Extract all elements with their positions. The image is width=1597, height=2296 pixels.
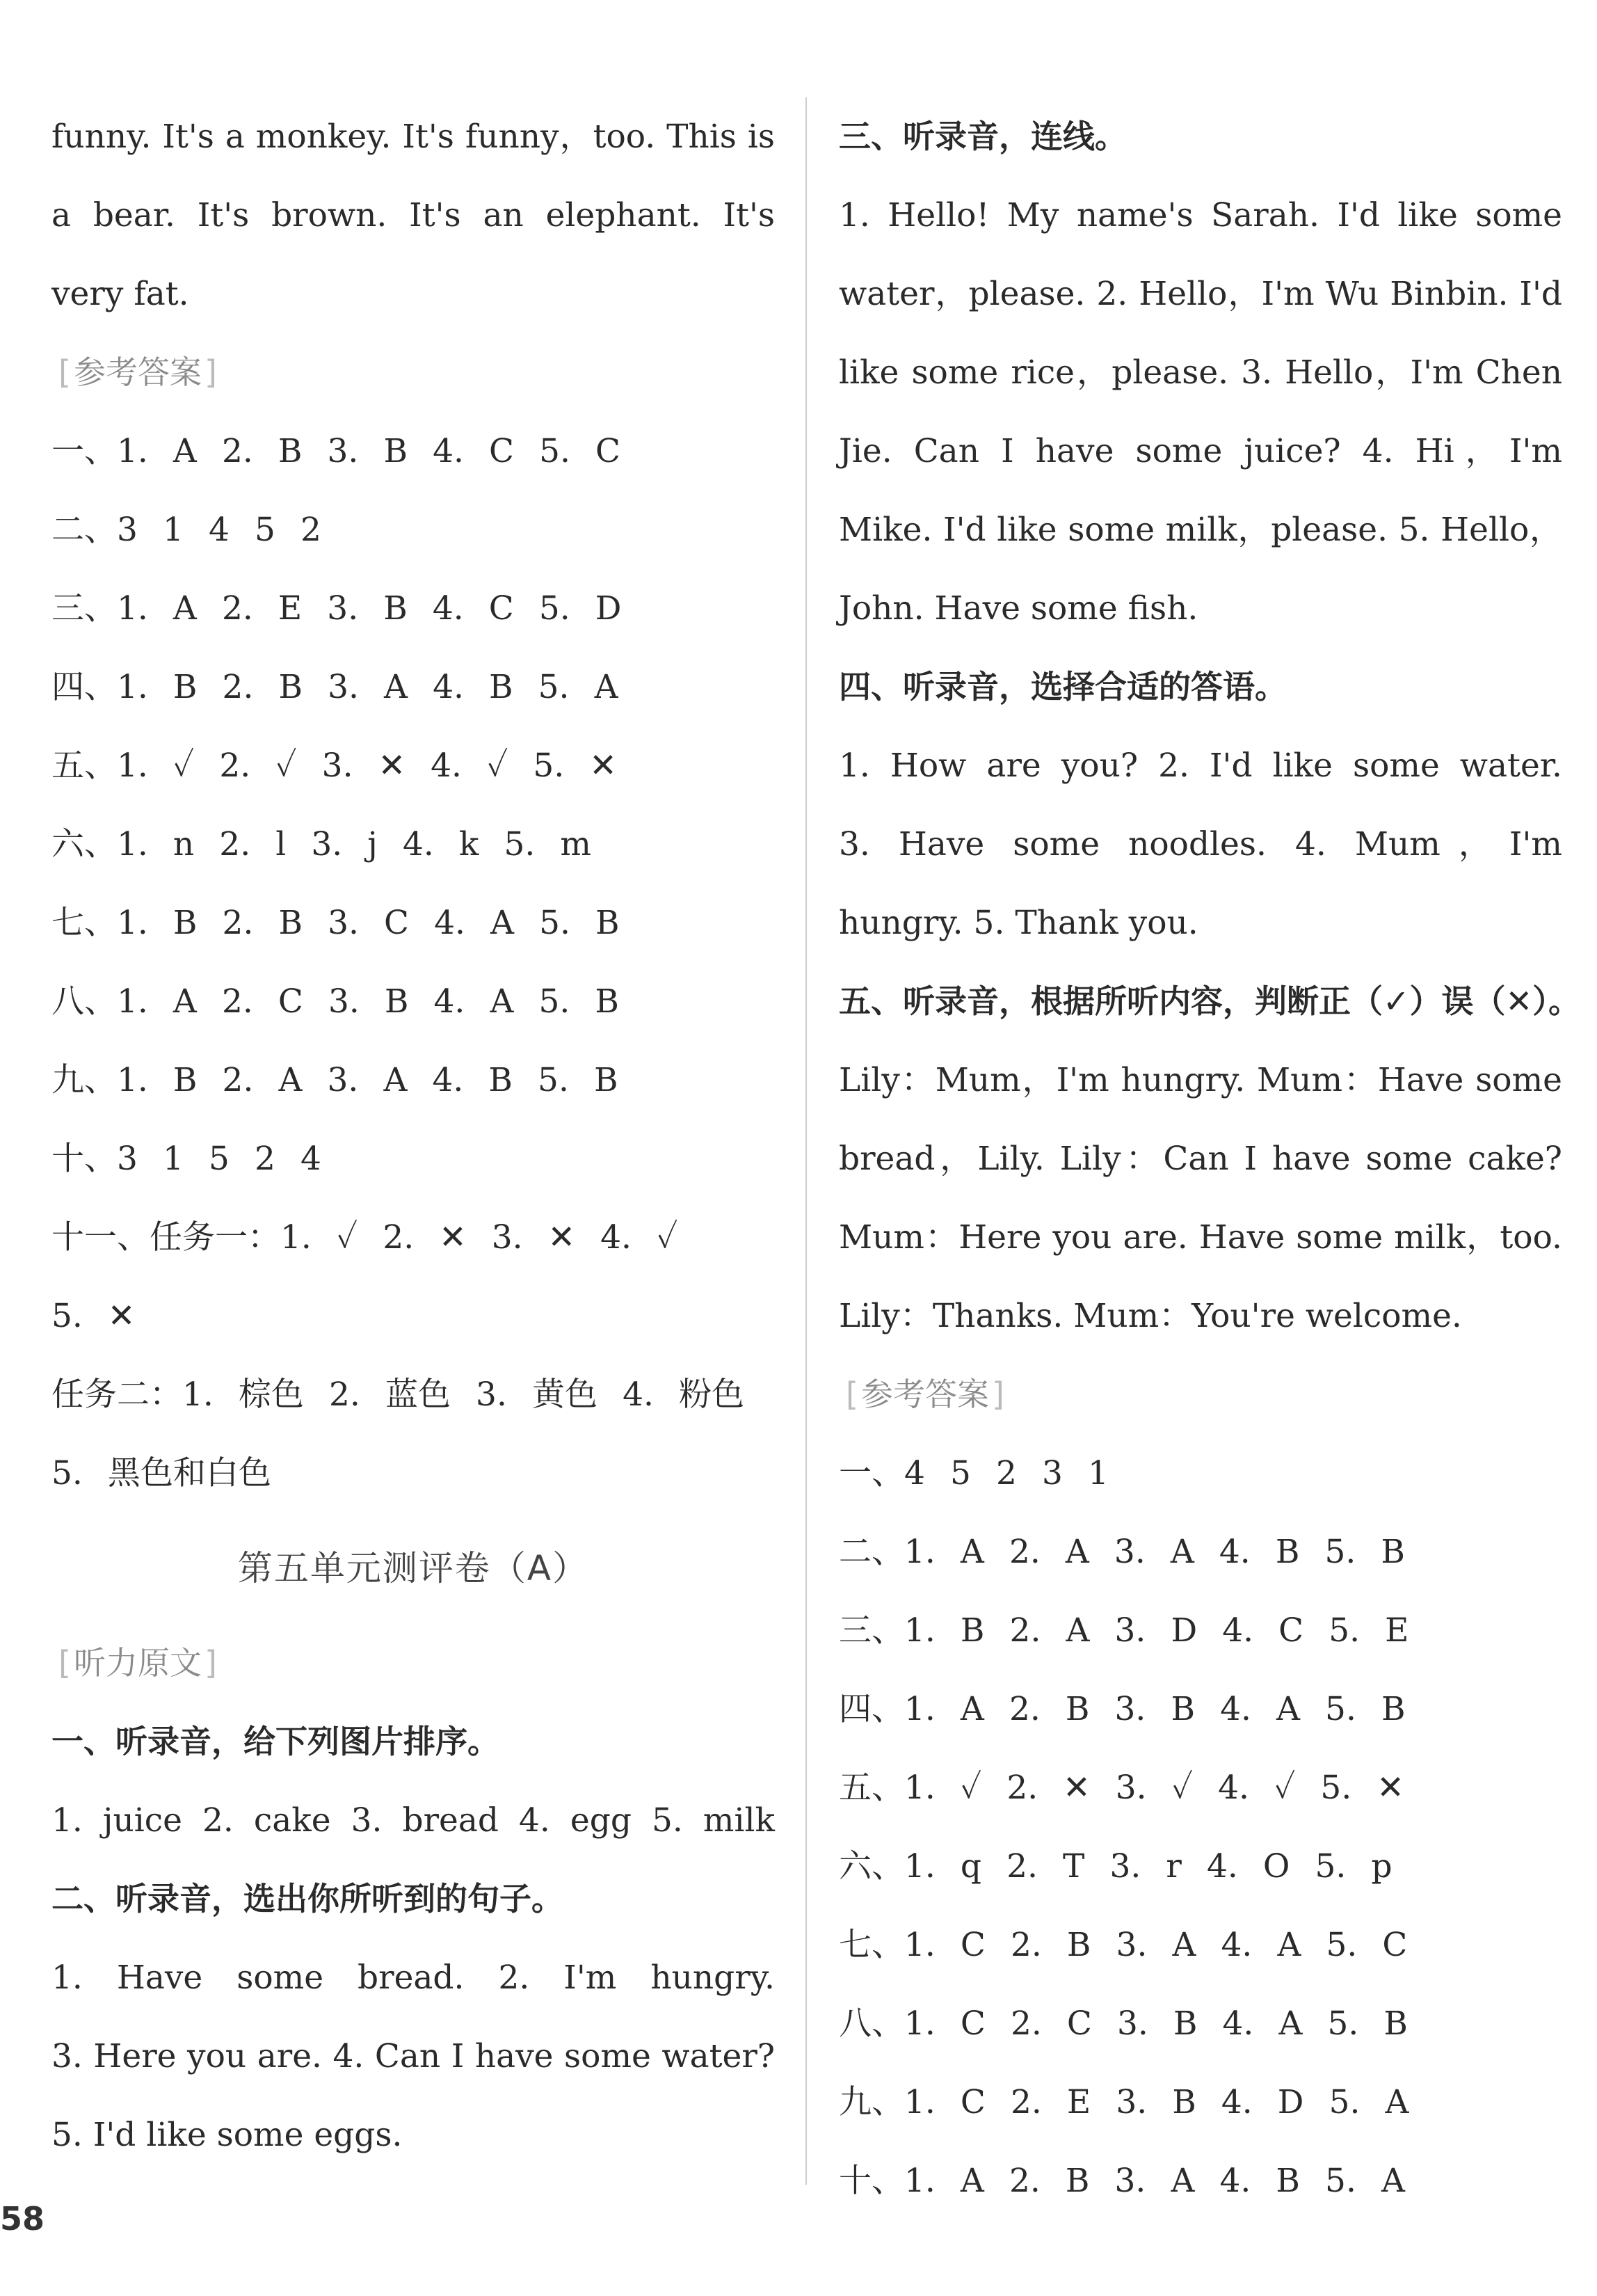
text-line: bread，Lily. Lily：Can I have some cake? bbox=[839, 1140, 1562, 1178]
answer-line: 一、4 5 2 3 1 bbox=[839, 1454, 1109, 1492]
section-tag bbox=[839, 1355, 1562, 1434]
text-line: water，please. 2. Hello，I'm Wu Binbin. I'd bbox=[839, 275, 1562, 313]
text-line: 3. Here you are. 4. Can I have some water? bbox=[51, 2037, 775, 2075]
answer-line: 十、3 1 5 2 4 bbox=[51, 1140, 321, 1178]
answer-line: 九、1. B 2. A 3. A 4. B 5. B bbox=[51, 1061, 618, 1099]
text-line: 1. Hello! My name's Sarah. I'd like some bbox=[839, 196, 1562, 234]
answer-line: 一、1. A 2. B 3. B 4. C 5. C bbox=[51, 432, 620, 470]
text-line: very fat. bbox=[51, 275, 189, 313]
answer-line: 5. ✕ bbox=[51, 1297, 136, 1335]
text-line: Jie. Can I have some juice? 4. Hi，I'm bbox=[839, 432, 1562, 470]
section-tag-label: [ 参考答案 ] bbox=[839, 1373, 1011, 1415]
answer-line: 5. 黑色和白色 bbox=[51, 1454, 271, 1492]
text-line: a bear. It's brown. It's an elephant. It's bbox=[51, 196, 775, 234]
text-line: 1. juice 2. cake 3. bread 4. egg 5. milk bbox=[51, 1801, 775, 1840]
text-line: funny. It's a monkey. It's funny，too. This is bbox=[51, 118, 775, 156]
right-column bbox=[839, 97, 1581, 2220]
text-line: hungry. 5. Thank you. bbox=[839, 904, 1198, 942]
text-line: 3. Have some noodles. 4. Mum，I'm bbox=[839, 825, 1562, 863]
answer-line: 三、1. B 2. A 3. D 4. C 5. E bbox=[839, 1611, 1409, 1650]
answer-line: 二、1. A 2. A 3. A 4. B 5. B bbox=[839, 1533, 1405, 1571]
answer-line: 六、1. q 2. T 3. r 4. O 5. p bbox=[839, 1847, 1393, 1886]
section-tag bbox=[51, 1624, 775, 1703]
left-column bbox=[51, 97, 775, 2174]
answer-line: 七、1. C 2. B 3. A 4. A 5. C bbox=[839, 1926, 1408, 1964]
answer-line: 四、1. A 2. B 3. B 4. A 5. B bbox=[839, 1690, 1406, 1728]
question-heading: 二、听录音，选出你所听到的句子。 bbox=[51, 1880, 563, 1918]
text-line: 1. How are you? 2. I'd like some water. bbox=[839, 747, 1562, 785]
section-tag-label: [ 听力原文 ] bbox=[51, 1642, 224, 1684]
answer-line: 八、1. A 2. C 3. B 4. A 5. B bbox=[51, 982, 619, 1021]
question-heading: 一、听录音，给下列图片排序。 bbox=[51, 1723, 499, 1760]
answer-line: 四、1. B 2. B 3. A 4. B 5. A bbox=[51, 668, 618, 706]
question-heading: 四、听录音，选择合适的答语。 bbox=[839, 668, 1287, 705]
answer-line: 八、1. C 2. C 3. B 4. A 5. B bbox=[839, 2004, 1408, 2043]
text-line: Mike. I'd like some milk，please. 5. Hello， bbox=[839, 511, 1562, 549]
answer-line: 三、1. A 2. E 3. B 4. C 5. D bbox=[51, 589, 622, 628]
unit-title: 第五单元测评卷（A） bbox=[237, 1548, 589, 1588]
answer-line: 十、1. A 2. B 3. A 4. B 5. A bbox=[839, 2162, 1405, 2200]
column-divider bbox=[805, 97, 807, 2185]
text-line: 1. Have some bread. 2. I'm hungry. bbox=[51, 1959, 775, 1997]
section-tag-label: [ 参考答案 ] bbox=[51, 351, 224, 393]
page-number: 58 bbox=[0, 2200, 45, 2238]
answer-line: 九、1. C 2. E 3. B 4. D 5. A bbox=[839, 2083, 1409, 2121]
question-heading: 三、听录音，连线。 bbox=[839, 118, 1127, 155]
section-tag bbox=[51, 333, 775, 412]
answer-line: 五、1. ✓ 2. ✓ 3. ✕ 4. ✓ 5. ✕ bbox=[51, 747, 617, 785]
answer-line: 五、1. ✓ 2. ✕ 3. ✓ 4. ✓ 5. ✕ bbox=[839, 1769, 1404, 1807]
text-line: Mum：Here you are. Have some milk，too. bbox=[839, 1218, 1562, 1257]
text-line: John. Have some fish. bbox=[839, 589, 1198, 628]
answer-line: 七、1. B 2. B 3. C 4. A 5. B bbox=[51, 904, 620, 942]
answer-line: 十一、任务一：1. ✓ 2. ✕ 3. ✕ 4. ✓ bbox=[51, 1218, 678, 1257]
question-heading: 五、听录音，根据所听内容，判断正（✓）误（✕）。 bbox=[839, 982, 1581, 1020]
text-line: like some rice，please. 3. Hello，I'm Chen bbox=[839, 353, 1562, 392]
answer-line: 任务二：1. 棕色 2. 蓝色 3. 黄色 4. 粉色 bbox=[51, 1376, 744, 1414]
answer-line: 六、1. n 2. l 3. j 4. k 5. m bbox=[51, 825, 591, 863]
text-line: 5. I'd like some eggs. bbox=[51, 2116, 403, 2154]
text-line: Lily：Thanks. Mum：You're welcome. bbox=[839, 1297, 1462, 1335]
answer-line: 二、3 1 4 5 2 bbox=[51, 511, 321, 549]
text-line: Lily：Mum，I'm hungry. Mum：Have some bbox=[839, 1061, 1562, 1099]
